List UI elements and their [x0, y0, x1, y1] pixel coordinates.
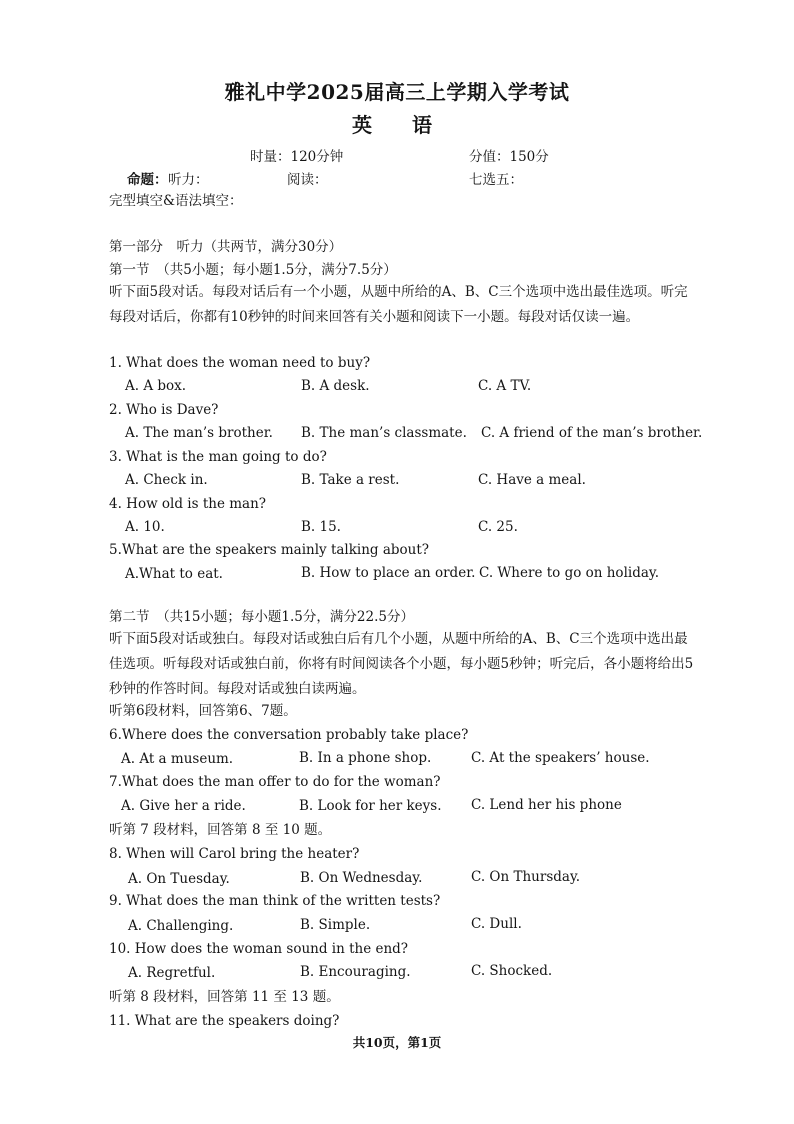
question-8: 8. When will Carol bring the heater? [109, 846, 360, 862]
section2-instructions: 听下面5段对话或独白。每段对话或独白后有几个小题，从题中所给的A、B、C三个选项中选出最佳选项。听每段对话或独白前，你将有时间阅读各个小题，每小题5秒钟；听完后，各小题将给出5秒钟的作答时间。每段对话或独白读两遍。 [109, 631, 694, 697]
q1-option-b: B. A desk. [301, 378, 370, 394]
q7-option-b: B. Look for her keys. [299, 798, 442, 814]
material-7-instruction: 听第 7 段材料，回答第 8 至 10 题。 [109, 822, 332, 838]
time-label: 时量：120分钟 [250, 149, 344, 165]
reading-setter-label: 阅读： [287, 172, 328, 188]
q6-option-a: A. At a museum. [121, 751, 234, 767]
section2-heading: 第二节 （共15小题；每小题1.5分，满分22.5分） [109, 609, 414, 625]
question-3: 3. What is the man going to do? [109, 449, 327, 465]
q5-option-c: C. Where to go on holiday. [479, 565, 660, 581]
q8-option-b: B. On Wednesday. [300, 870, 423, 886]
q3-option-c: C. Have a meal. [478, 472, 586, 488]
q3-option-a: A. Check in. [125, 472, 208, 488]
q9-option-a: A. Challenging. [128, 918, 234, 934]
question-4: 4. How old is the man? [109, 496, 267, 512]
q8-option-a: A. On Tuesday. [128, 871, 230, 887]
q5-option-a: A.What to eat. [125, 566, 223, 582]
q7-option-a: A. Give her a ride. [121, 798, 246, 814]
q8-option-c: C. On Thursday. [471, 869, 581, 885]
q4-option-c: C. 25. [478, 519, 518, 535]
section1-instructions: 听下面5段对话。每段对话后有一个小题，从题中所给的A、B、C三个选项中选出最佳选项。听完每段对话后，你都有10秒钟的时间来回答有关小题和阅读下一小题。每段对话仅读一遍。 [109, 284, 688, 325]
q4-option-a: A. 10. [125, 519, 165, 535]
q4-option-b: B. 15. [301, 519, 341, 535]
score-label: 分值：150分 [469, 149, 549, 165]
exam-title: 雅礼中学2025届高三上学期入学考试 [224, 80, 570, 104]
q1-option-a: A. A box. [125, 378, 187, 394]
q2-option-c: C. A friend of the man’s brother. [481, 425, 703, 441]
q2-option-b: B. The man’s classmate. [301, 425, 467, 441]
q3-option-b: B. Take a rest. [301, 472, 400, 488]
q1-option-c: C. A TV. [478, 378, 532, 394]
q9-option-b: B. Simple. [300, 917, 371, 933]
setters-label: 命题： [127, 172, 168, 188]
q9-option-c: C. Dull. [471, 916, 522, 932]
cloze-setter-label: 完型填空&语法填空： [109, 193, 243, 209]
q5-option-b: B. How to place an order. [301, 565, 476, 581]
part1-heading: 第一部分 听力（共两节，满分30分） [109, 239, 343, 255]
q2-option-a: A. The man’s brother. [125, 425, 273, 441]
question-6: 6.Where does the conversation probably take place? [109, 727, 469, 743]
listening-setter-label: 听力： [168, 172, 209, 188]
question-7: 7.What does the man offer to do for the woman? [109, 774, 441, 790]
question-1: 1. What does the woman need to buy? [109, 355, 371, 371]
question-11: 11. What are the speakers doing? [109, 1013, 340, 1029]
question-5: 5.What are the speakers mainly talking about? [109, 542, 430, 558]
material-8-instruction: 听第 8 段材料，回答第 11 至 13 题。 [109, 989, 340, 1005]
section1-heading: 第一节 （共5小题；每小题1.5分，满分7.5分） [109, 262, 397, 278]
q6-option-c: C. At the speakers’ house. [471, 750, 650, 766]
q6-option-b: B. In a phone shop. [299, 750, 432, 766]
q10-option-a: A. Regretful. [128, 965, 216, 981]
seven-choose-five-label: 七选五： [469, 172, 523, 188]
material-6-instruction: 听第6段材料，回答第6、7题。 [109, 703, 297, 719]
page-number: 共10页，第1页 [352, 1035, 442, 1050]
q10-option-c: C. Shocked. [471, 963, 553, 979]
question-2: 2. Who is Dave? [109, 402, 219, 418]
subject-title: 英 语 [352, 113, 442, 137]
question-9: 9. What does the man think of the written tests? [109, 893, 441, 909]
q10-option-b: B. Encouraging. [300, 964, 411, 980]
question-10: 10. How does the woman sound in the end? [109, 941, 409, 957]
q7-option-c: C. Lend her his phone [471, 797, 622, 813]
